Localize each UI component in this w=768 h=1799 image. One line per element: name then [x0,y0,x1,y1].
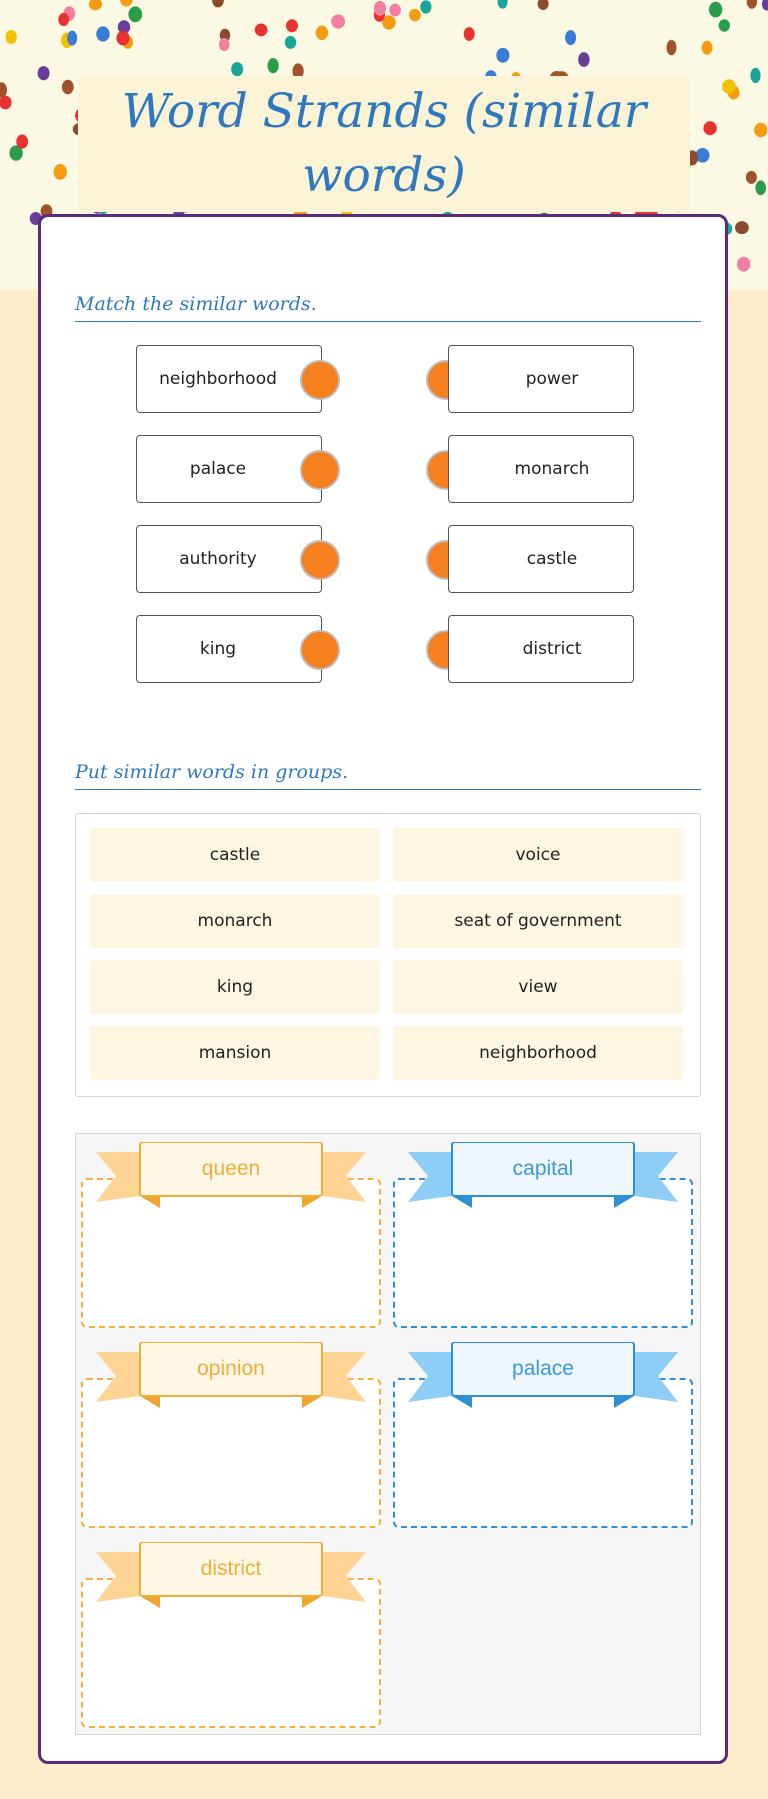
match-left-item[interactable]: authority [136,525,322,593]
match-left-item[interactable]: neighborhood [136,345,322,413]
match-right-item[interactable]: monarch [448,435,634,503]
word-chip[interactable]: monarch [90,894,380,948]
group-ribbon [408,1342,678,1408]
word-chip[interactable]: neighborhood [393,1026,683,1080]
group-label: palace [512,1357,574,1380]
match-connector-dot[interactable] [300,630,340,670]
word-chip[interactable]: seat of government [393,894,683,948]
word-chip[interactable]: voice [393,828,683,882]
group-area [75,1133,701,1735]
group-label: opinion [197,1357,265,1380]
matching-heading: Match the similar words. [75,293,701,322]
match-connector-dot[interactable] [300,360,340,400]
group-ribbon [408,1142,678,1208]
match-right-item[interactable]: district [448,615,634,683]
match-left-item[interactable]: king [136,615,322,683]
group-label: queen [201,1157,261,1180]
match-right-item[interactable]: power [448,345,634,413]
word-chip[interactable]: king [90,960,380,1014]
match-right-item[interactable]: castle [448,525,634,593]
word-chip[interactable]: castle [90,828,380,882]
group-ribbon [96,1342,366,1408]
group-ribbon [96,1542,366,1608]
group-ribbon [96,1142,366,1208]
word-chip[interactable]: mansion [90,1026,380,1080]
page-title: Word Strands (similar words) [78,76,690,212]
group-label: district [200,1557,262,1580]
grouping-heading: Put similar words in groups. [75,761,701,790]
worksheet-card [38,214,728,1764]
match-connector-dot[interactable] [300,540,340,580]
match-left-item[interactable]: palace [136,435,322,503]
word-bank [75,813,701,1097]
group-label: capital [512,1157,574,1180]
word-chip[interactable]: view [393,960,683,1014]
match-connector-dot[interactable] [300,450,340,490]
